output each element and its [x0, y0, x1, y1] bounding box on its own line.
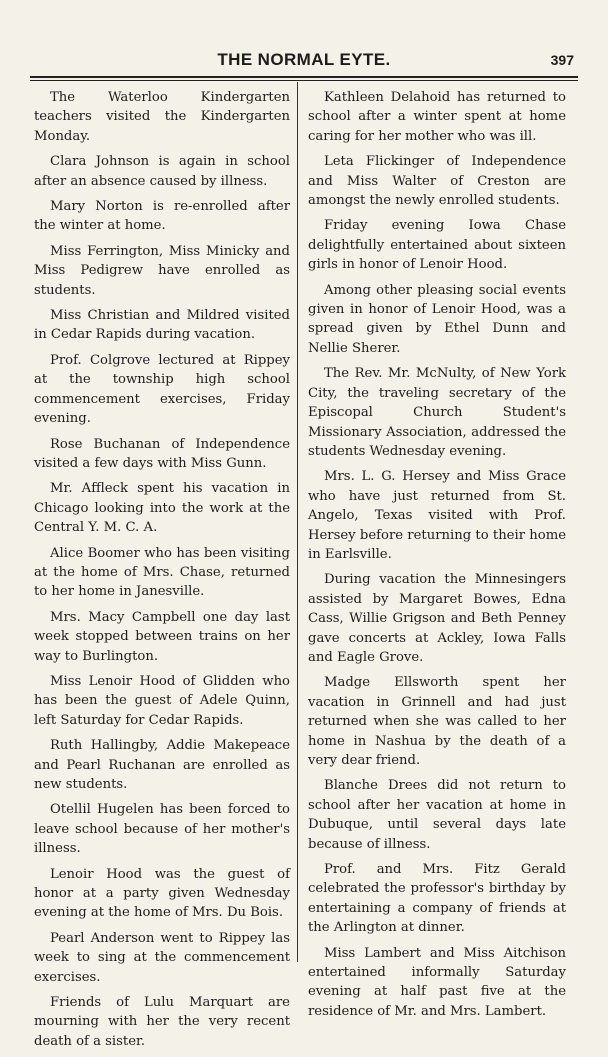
- news-item: Mrs. L. G. Hersey and Miss Grace who have just returned from St. Angelo, Texas visited with Prof. Hersey before returning to their home in Earlsville.: [308, 469, 566, 562]
- news-item: Miss Lenoir Hood of Glidden who has been the guest of Adele Quinn, left Saturday for Cedar Rapids.: [34, 673, 290, 728]
- news-item: Pearl Anderson went to Rippey las week to sing at the commencement exercises.: [34, 930, 290, 985]
- header-rule-thin: [30, 80, 578, 81]
- news-item: The Waterloo Kindergarten teachers visited the Kindergarten Monday.: [34, 90, 290, 144]
- news-item: The Rev. Mr. McNulty, of New York City, the traveling secretary of the Episcopal Church Student's Missionary Association, addressed the students Wednesday evening.: [308, 366, 566, 459]
- page-number: 397: [550, 52, 574, 68]
- right-column: [308, 88, 566, 1027]
- news-item: Alice Boomer who has been visiting at the home of Mrs. Chase, returned to her home in Janesville.: [34, 545, 290, 600]
- news-item: Madge Ellsworth spent her vacation in Grinnell and had just returned when she was called to her home in Nashua by the death of a very dear friend.: [308, 675, 566, 768]
- news-item: Blanche Drees did not return to school after her vacation at home in Dubuque, until several days late because of illness.: [308, 778, 566, 852]
- news-item: Mary Norton is re-enrolled after the winter at home.: [34, 199, 290, 234]
- news-item: Miss Lambert and Miss Aitchison entertained informally Saturday evening at half past five at the residence of Mr. and Mrs. Lambert.: [308, 945, 566, 1019]
- news-item: Miss Christian and Mildred visited in Cedar Rapids during vacation.: [34, 308, 290, 343]
- news-item: Clara Johnson is again in school after an absence caused by illness.: [34, 154, 290, 189]
- page-header: [30, 50, 578, 76]
- left-column: [34, 88, 290, 1057]
- news-item: Among other pleasing social events given in honor of Lenoir Hood, was a spread given by Ethel Dunn and Nellie Sherer.: [308, 282, 566, 356]
- column-divider: [297, 82, 298, 962]
- news-item: Lenoir Hood was the guest of honor at a party given Wednesday evening at the home of Mrs. Du Bois.: [34, 866, 290, 921]
- news-item: Mrs. Macy Campbell one day last week stopped between trains on her way to Burlington.: [34, 609, 290, 664]
- header-rule-thick: [30, 76, 578, 78]
- news-item: Ruth Hallingby, Addie Makepeace and Pearl Ruchanan are enrolled as new students.: [34, 738, 290, 792]
- page-title: THE NORMAL EYTE.: [217, 50, 391, 69]
- news-item: Otellil Hugelen has been forced to leave school because of her mother's illness.: [34, 802, 290, 857]
- news-item: Kathleen Delahoid has returned to school after a winter spent at home caring for her mother who was ill.: [308, 90, 566, 144]
- news-item: Leta Flickinger of Independence and Miss Walter of Creston are amongst the newly enrolled students.: [308, 154, 566, 209]
- news-item: Friday evening Iowa Chase delightfully entertained about sixteen girls in honor of Lenoir Hood.: [308, 218, 566, 273]
- news-item: Prof. and Mrs. Fitz Gerald celebrated the professor's birthday by entertaining a company of friends at the Arlington at dinner.: [308, 862, 566, 936]
- news-item: During vacation the Minnesingers assisted by Margaret Bowes, Edna Cass, Willie Grigson and Beth Penney gave concerts at Ackley, Iowa Falls and Eagle Grove.: [308, 572, 566, 665]
- news-item: Miss Ferrington, Miss Minicky and Miss Pedigrew have enrolled as students.: [34, 243, 290, 298]
- news-item: Friends of Lulu Marquart are mourning with her the very recent death of a sister.: [34, 995, 290, 1049]
- news-item: Rose Buchanan of Independence visited a few days with Miss Gunn.: [34, 436, 290, 471]
- news-item: Mr. Affleck spent his vacation in Chicago looking into the work at the Central Y. M. C. A.: [34, 481, 290, 536]
- news-item: Prof. Colgrove lectured at Rippey at the township high school commencement exercises, Friday evening.: [34, 352, 290, 427]
